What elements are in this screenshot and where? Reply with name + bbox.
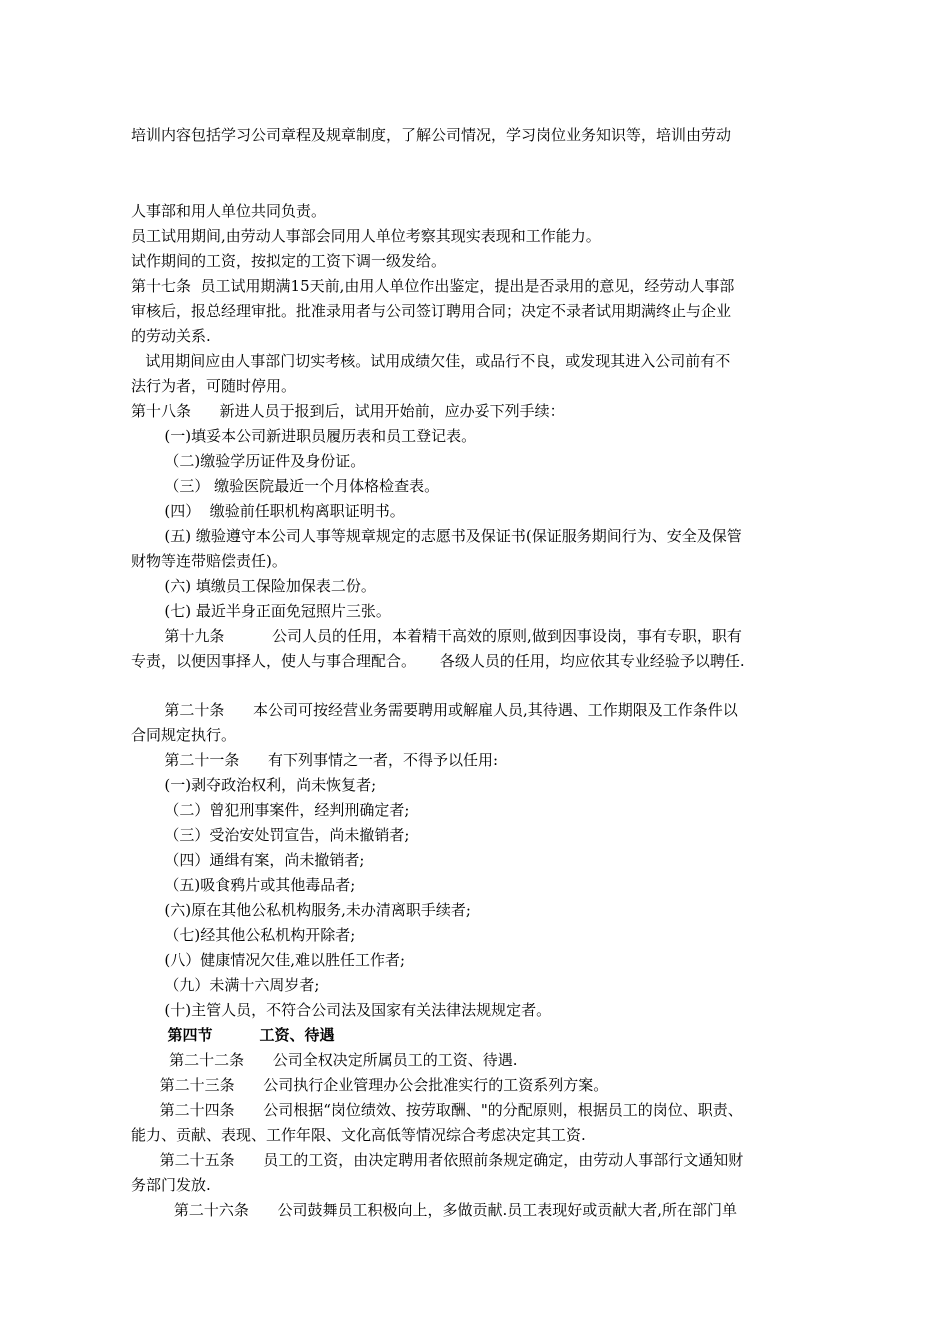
text-line: （二）曾犯刑事案件，经判刑确定者; xyxy=(131,801,410,819)
text-line: (十)主管人员，不符合公司法及国家有关法律法规规定者。 xyxy=(131,1001,552,1019)
text-line: （四）通缉有案，尚未撤销者; xyxy=(131,851,365,869)
text-line: 审核后，报总经理审批。批准录用者与公司签订聘用合同；决定不录者试用期满终止与企业 xyxy=(131,302,732,320)
text-line: 试用期间应由人事部门切实考核。试用成绩欠佳，或品行不良，或发现其进入公司前有不 xyxy=(131,352,731,370)
text-line: （三）受治安处罚宣告，尚未撤销者; xyxy=(131,826,410,844)
text-line: （九）未满十六周岁者; xyxy=(131,976,320,994)
section-heading: 第四节 工资、待遇 xyxy=(131,1026,335,1044)
text-line: （七)经其他公私机构开除者; xyxy=(131,926,356,944)
text-line: 专责，以便因事择人，使人与事合理配合。 各级人员的任用，均应依其专业经验予以聘任. xyxy=(131,652,745,670)
text-line: 试作期间的工资，按拟定的工资下调一级发给。 xyxy=(131,252,447,270)
text-line: 第二十一条 有下列事情之一者，不得予以任用: xyxy=(131,751,499,769)
text-line: 第二十四条 公司根据“岗位绩效、按劳取酬、"的分配原则，根据员工的岗位、职责、 xyxy=(131,1101,743,1119)
text-line: 能力、贡献、表现、工作年限、文化高低等情况综合考虑决定其工资. xyxy=(131,1126,586,1144)
text-line: (七) 最近半身正面免冠照片三张。 xyxy=(131,602,391,620)
text-line: （三） 缴验医院最近一个月体格检查表。 xyxy=(131,477,440,495)
text-line: (八）健康情况欠佳,难以胜任工作者; xyxy=(131,951,406,969)
text-line: 法行为者，可随时停用。 xyxy=(131,377,297,395)
text-line: 第二十三条 公司执行企业管理办公会批准实行的工资系列方案。 xyxy=(131,1076,609,1094)
text-line: 第二十五条 员工的工资，由决定聘用者依照前条规定确定，由劳动人事部行文通知财 xyxy=(131,1151,744,1169)
text-line: (六) 填缴员工保险加保表二份。 xyxy=(131,577,376,595)
text-line: 第十七条 员工试用期满15天前,由用人单位作出鉴定，提出是否录用的意见，经劳动人事部 xyxy=(131,277,735,295)
text-line: 第十九条 公司人员的任用，本着精干高效的原则,做到因事设岗，事有专职，职有 xyxy=(131,627,742,645)
text-line: （二)缴验学历证件及身份证。 xyxy=(131,452,366,470)
text-line: 的劳动关系. xyxy=(131,327,211,345)
text-line: 第二十六条 公司鼓舞员工积极向上，多做贡献.员工表现好或贡献大者,所在部门单 xyxy=(131,1201,738,1219)
text-line: 合同规定执行。 xyxy=(131,726,237,744)
text-line: (四） 缴验前任职机构离职证明书。 xyxy=(131,502,405,520)
text-line: 员工试用期间,由劳动人事部会同用人单位考察其现实表现和工作能力。 xyxy=(131,227,601,245)
text-line: 第二十二条 公司全权决定所属员工的工资、待遇. xyxy=(131,1051,518,1069)
text-line: 财物等连带赔偿责任)。 xyxy=(131,552,287,570)
text-line: 第二十条 本公司可按经营业务需要聘用或解雇人员,其待遇、工作期限及工作条件以 xyxy=(131,701,738,719)
text-line: 培训内容包括学习公司章程及规章制度，了解公司情况，学习岗位业务知识等，培训由劳动 xyxy=(131,126,732,144)
text-line: (六)原在其他公私机构服务,未办清离职手续者; xyxy=(131,901,471,919)
text-line: 第十八条 新进人员于报到后，试用开始前，应办妥下列手续： xyxy=(131,402,565,420)
text-line: (一)剥夺政治权利，尚未恢复者; xyxy=(131,776,377,794)
text-line: （五)吸食鸦片或其他毒品者; xyxy=(131,876,356,894)
text-line: 人事部和用人单位共同负责。 xyxy=(131,202,327,220)
text-line: (一)填妥本公司新进职员履历表和员工登记表。 xyxy=(131,427,477,445)
text-line: 务部门发放. xyxy=(131,1176,211,1194)
text-line: (五) 缴验遵守本公司人事等规章规定的志愿书及保证书(保证服务期间行为、安全及保管 xyxy=(131,527,742,545)
